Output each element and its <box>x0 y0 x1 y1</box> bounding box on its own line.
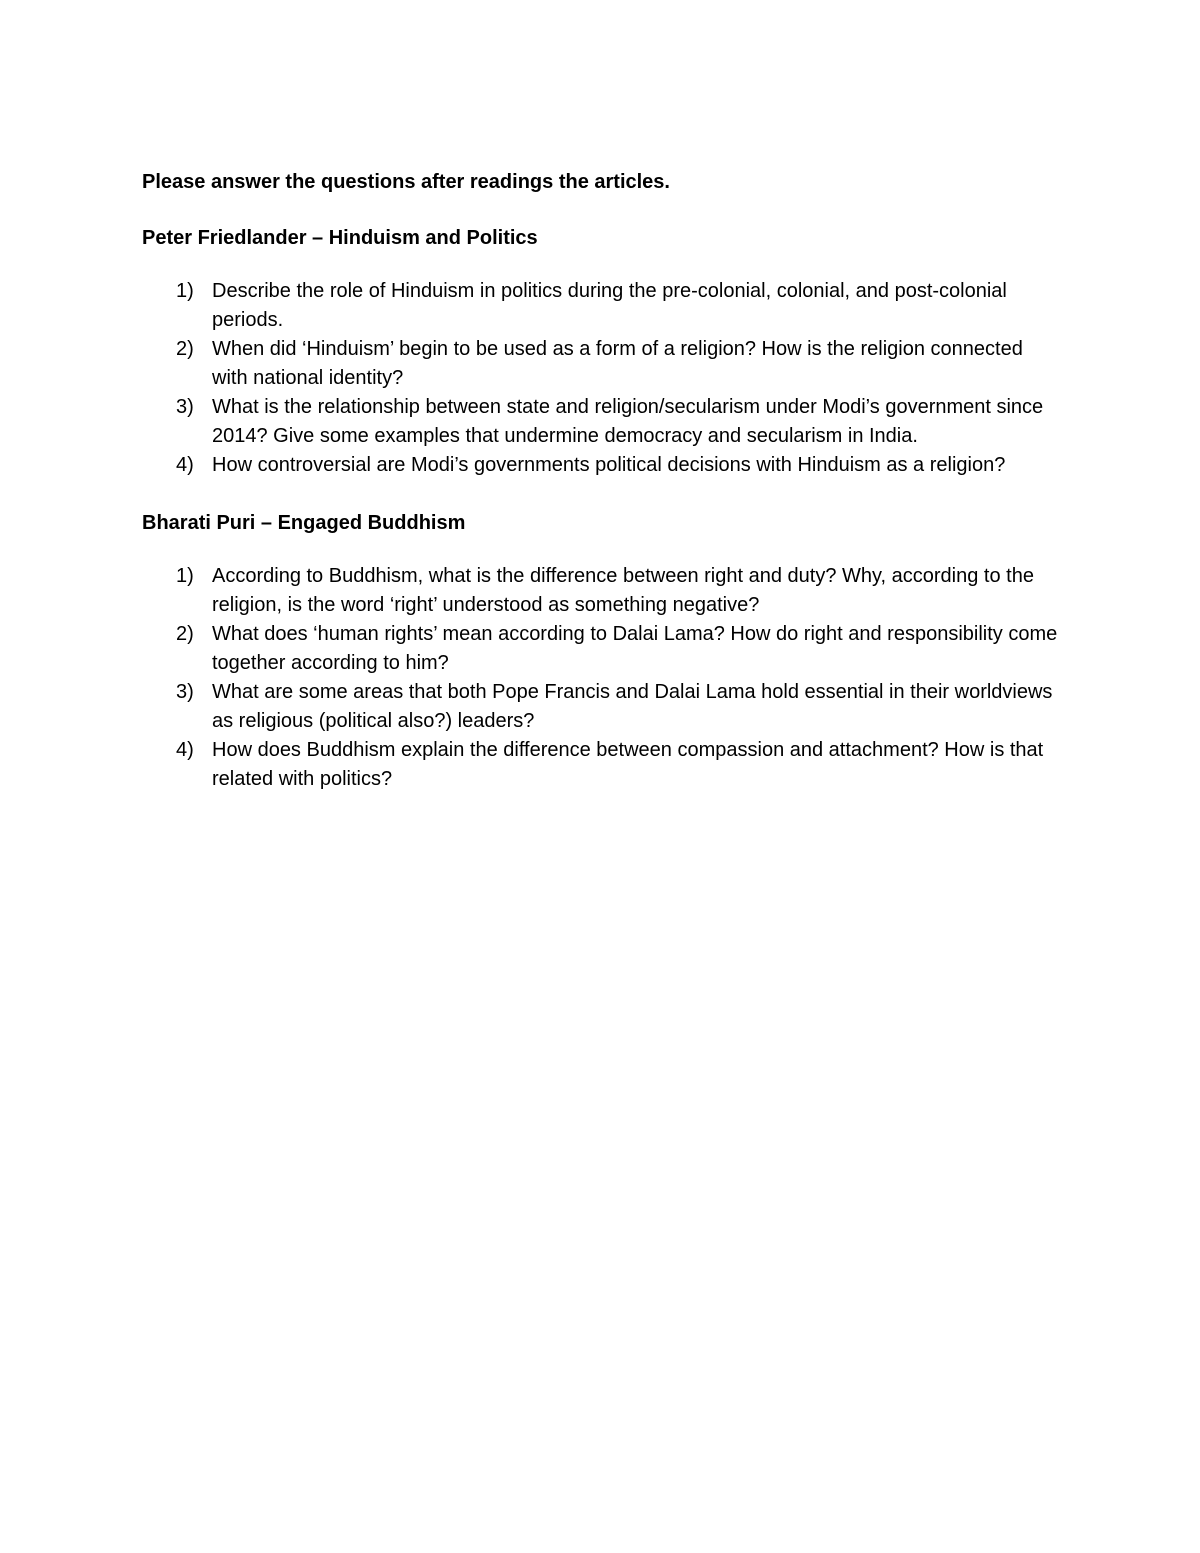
question-list-friedlander <box>142 277 1062 480</box>
question-item <box>142 736 1062 794</box>
question-item <box>142 277 1062 335</box>
question-text: According to Buddhism, what is the difference between right and duty? Why, according to the religion, is the word ‘right’ understood as something negative? <box>212 565 1034 616</box>
question-item <box>142 393 1062 451</box>
question-text: How controversial are Modi’s governments political decisions with Hinduism as a religion? <box>212 454 1006 476</box>
question-item <box>142 620 1062 678</box>
question-item <box>142 678 1062 736</box>
section-title-puri: Bharati Puri – Engaged Buddhism <box>142 512 466 534</box>
document-content <box>142 168 1062 794</box>
question-item <box>142 335 1062 393</box>
question-text: Describe the role of Hinduism in politics during the pre-colonial, colonial, and post-colonial periods. <box>212 280 1007 331</box>
intro-instruction: Please answer the questions after readings the articles. <box>142 171 670 193</box>
question-list-puri <box>142 562 1062 794</box>
question-text: When did ‘Hinduism’ begin to be used as a form of a religion? How is the religion connected with national identity? <box>212 338 1023 389</box>
question-text: What are some areas that both Pope Francis and Dalai Lama hold essential in their worldviews as religious (political also?) leaders? <box>212 681 1053 732</box>
question-item <box>142 562 1062 620</box>
question-item <box>142 451 1062 480</box>
question-text: How does Buddhism explain the difference between compassion and attachment? How is that related with politics? <box>212 739 1044 790</box>
question-number: 1) <box>176 280 194 302</box>
question-text: What does ‘human rights’ mean according to Dalai Lama? How do right and responsibility come together according to him? <box>212 623 1058 674</box>
question-number: 2) <box>176 623 194 645</box>
question-number: 3) <box>176 681 194 703</box>
section-title-friedlander: Peter Friedlander – Hinduism and Politics <box>142 227 538 249</box>
question-number: 4) <box>176 739 194 761</box>
question-number: 3) <box>176 396 194 418</box>
question-number: 1) <box>176 565 194 587</box>
question-number: 4) <box>176 454 194 476</box>
question-text: What is the relationship between state and religion/secularism under Modi’s government since 2014? Give some examples that undermine democracy and secularism in India. <box>212 396 1044 447</box>
question-number: 2) <box>176 338 194 360</box>
